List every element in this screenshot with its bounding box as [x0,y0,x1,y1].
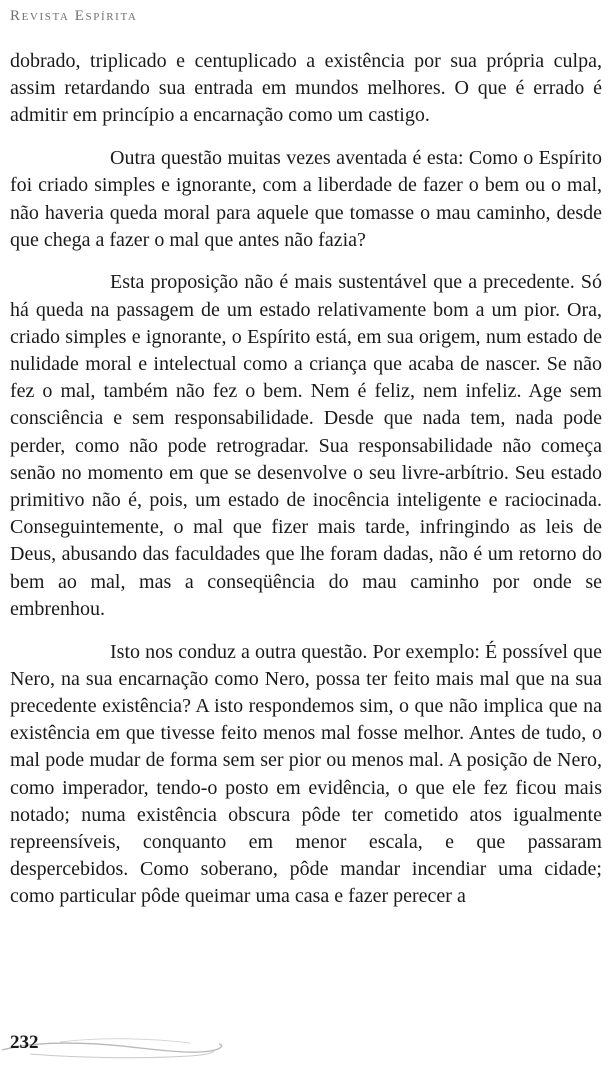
page-footer [0,1028,611,1066]
paragraph-3: Esta proposição não é mais sustentável que a precedente. Só há queda na passagem de um estado relativamente bom a um pior. Ora, criado simples e ignorante, o Espírito está, em sua origem, num estado de nulidade moral e intelectual como a criança que acaba de nascer. Se não fez o mal, também não fez o bem. Nem é feliz, nem infeliz. Age sem consciência e sem responsabilidade. Desde que nada tem, nada pode perder, como não pode retrogradar. Sua responsabilidade não começa senão no momento em que se desenvolve o seu livre-arbítrio. Seu estado primitivo não é, pois, um estado de inocência inteligente e raciocinada. Conseguintemente, o mal que fizer mais tarde, infringindo as leis de Deus, abusando das faculdades que lhe foram dadas, não é um retorno do bem ao mal, mas a conseqüência do mau caminho por onde se embrenhou. [10,271,602,620]
running-head: Revista Espírita [10,8,138,24]
body-text [10,48,602,926]
paragraph-4: Isto nos conduz a outra questão. Por exemplo: É possível que Nero, na sua encarnação como Nero, possa ter feito mais mal que na sua precedente existência? A isto respondemos sim, o que não implica que na existência em que tivesse feito menos mal fosse melhor. Antes de tudo, o mal pode mudar de forma sem ser pior ou menos mal. A posição de Nero, como imperador, tendo-o posto em evidência, o que ele fez ficou mais notado; numa existência obscura pôde ter cometido atos igualmente repreensíveis, conquanto em menor escala, e que passaram despercebidos. Como soberano, pôde mandar incendiar uma cidade; como particular pôde queimar uma casa e fazer perecer a [10,640,602,908]
paragraph-2: Outra questão muitas vezes aventada é esta: Como o Espírito foi criado simples e ignorante, com a liberdade de fazer o bem ou o mal, não haveria queda moral para aquele que tomasse o mau caminho, desde que chega a fazer o mal que antes não fazia? [10,147,602,251]
page-number: 232 [10,1032,39,1053]
paragraph-1: dobrado, triplicado e centuplicado a existência por sua própria culpa, assim retardando sua entrada em mundos melhores. O que é errado é admitir em princípio a encarnação como um castigo. [10,50,602,127]
